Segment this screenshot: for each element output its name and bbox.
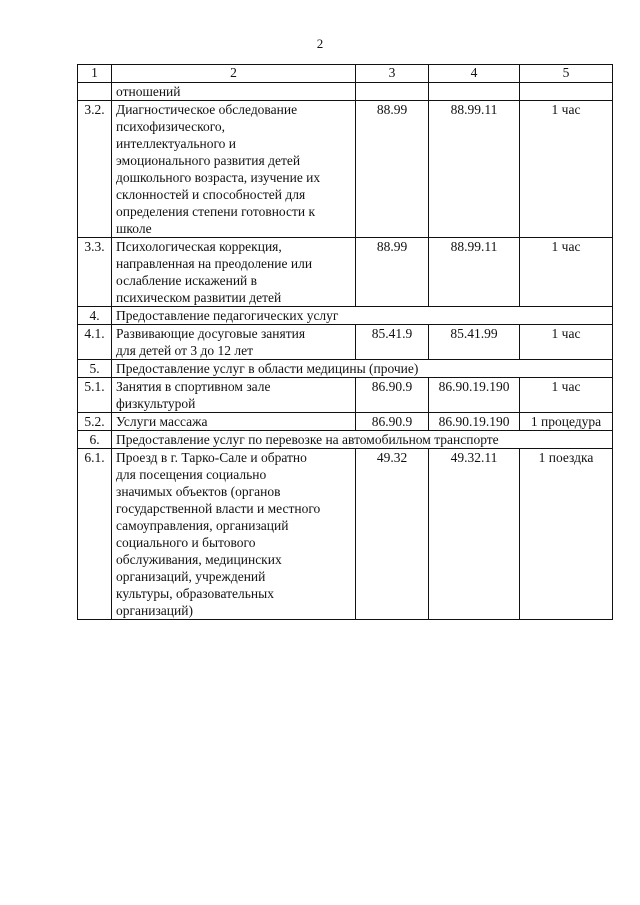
- service-name-line: Проезд в г. Тарко-Сале и обратно: [116, 450, 307, 465]
- continuation-code3-cell: [356, 83, 429, 101]
- service-name-line: психофизического,: [116, 119, 226, 134]
- service-name-line: для детей от 3 до 12 лет: [116, 343, 254, 358]
- service-name-line: интеллектуального и: [116, 136, 237, 151]
- service-name-line: Услуги массажа: [116, 414, 208, 429]
- service-row: [78, 325, 613, 360]
- service-name-cell: [112, 238, 356, 307]
- column-header-5: 5: [520, 65, 613, 83]
- section-row: [78, 307, 613, 325]
- okpd-code: 86.90.19.190: [429, 413, 520, 431]
- services-table: [77, 64, 613, 620]
- unit-of-service: 1 процедура: [520, 413, 613, 431]
- service-name-cell: [112, 101, 356, 238]
- service-name-line: Психологическая коррекция,: [116, 239, 282, 254]
- okved-code: 86.90.9: [356, 378, 429, 413]
- section-title: Предоставление услуг по перевозке на автомобильном транспорте: [112, 431, 613, 449]
- service-row: [78, 413, 613, 431]
- unit-of-service: 1 час: [520, 325, 613, 360]
- continuation-code4-cell: [429, 83, 520, 101]
- continuation-num-cell: [78, 83, 112, 101]
- unit-of-service: 1 поездка: [520, 449, 613, 620]
- section-row: [78, 431, 613, 449]
- unit-of-service: 1 час: [520, 238, 613, 307]
- service-name-line: самоуправления, организаций: [116, 518, 289, 533]
- continuation-row: [78, 83, 613, 101]
- service-name-line: обслуживания, медицинских: [116, 552, 282, 567]
- page-number: 2: [316, 36, 324, 51]
- service-name-line: определения степени готовности к: [116, 204, 316, 219]
- service-name-line: ослабление искажений в: [116, 273, 258, 288]
- okved-code: 86.90.9: [356, 413, 429, 431]
- section-number: 4.: [78, 307, 112, 325]
- okpd-code: 86.90.19.190: [429, 378, 520, 413]
- service-name-line: Занятия в спортивном зале: [116, 379, 271, 394]
- service-name-line: физкультурой: [116, 396, 196, 411]
- service-name-cell: [112, 449, 356, 620]
- column-header-1: 1: [78, 65, 112, 83]
- okved-code: 85.41.9: [356, 325, 429, 360]
- column-header-3: 3: [356, 65, 429, 83]
- unit-of-service: 1 час: [520, 378, 613, 413]
- section-number: 6.: [78, 431, 112, 449]
- service-name-line: эмоционального развития детей: [116, 153, 301, 168]
- service-name-line: культуры, образовательных: [116, 586, 274, 601]
- continuation-unit-cell: [520, 83, 613, 101]
- service-number: 4.1.: [78, 325, 112, 360]
- okved-code: 88.99: [356, 101, 429, 238]
- service-name-line: Развивающие досуговые занятия: [116, 326, 306, 341]
- service-number: 6.1.: [78, 449, 112, 620]
- column-header-4: 4: [429, 65, 520, 83]
- section-title: Предоставление услуг в области медицины (прочие): [112, 360, 613, 378]
- service-name-line: психическом развитии детей: [116, 290, 282, 305]
- okved-code: 49.32: [356, 449, 429, 620]
- service-number: 3.2.: [78, 101, 112, 238]
- services-table-body: [78, 65, 613, 620]
- service-name-line: для посещения социально: [116, 467, 267, 482]
- service-name-line: организаций, учреждений: [116, 569, 266, 584]
- service-name-cell: [112, 413, 356, 431]
- service-name-line: значимых объектов (органов: [116, 484, 281, 499]
- service-number: 5.2.: [78, 413, 112, 431]
- service-name-line: направленная на преодоление или: [116, 256, 313, 271]
- section-row: [78, 360, 613, 378]
- okpd-code: 88.99.11: [429, 101, 520, 238]
- service-row: [78, 378, 613, 413]
- column-header-2: 2: [112, 65, 356, 83]
- service-name-line: социального и бытового: [116, 535, 256, 550]
- section-title: Предоставление педагогических услуг: [112, 307, 613, 325]
- service-row: [78, 449, 613, 620]
- service-row: [78, 101, 613, 238]
- service-name-line: государственной власти и местного: [116, 501, 321, 516]
- section-number: 5.: [78, 360, 112, 378]
- service-row: [78, 238, 613, 307]
- okpd-code: 49.32.11: [429, 449, 520, 620]
- service-number: 3.3.: [78, 238, 112, 307]
- service-name-cell: [112, 378, 356, 413]
- service-name-cell: [112, 325, 356, 360]
- service-name-line: дошкольного возраста, изучение их: [116, 170, 321, 185]
- service-name-line: организаций): [116, 603, 193, 618]
- okpd-code: 85.41.99: [429, 325, 520, 360]
- continuation-text: отношений: [112, 83, 356, 101]
- service-name-line: школе: [116, 221, 152, 236]
- okpd-code: 88.99.11: [429, 238, 520, 307]
- service-name-line: склонностей и способностей для: [116, 187, 306, 202]
- service-number: 5.1.: [78, 378, 112, 413]
- column-number-row: [78, 65, 613, 83]
- unit-of-service: 1 час: [520, 101, 613, 238]
- okved-code: 88.99: [356, 238, 429, 307]
- service-name-line: Диагностическое обследование: [116, 102, 298, 117]
